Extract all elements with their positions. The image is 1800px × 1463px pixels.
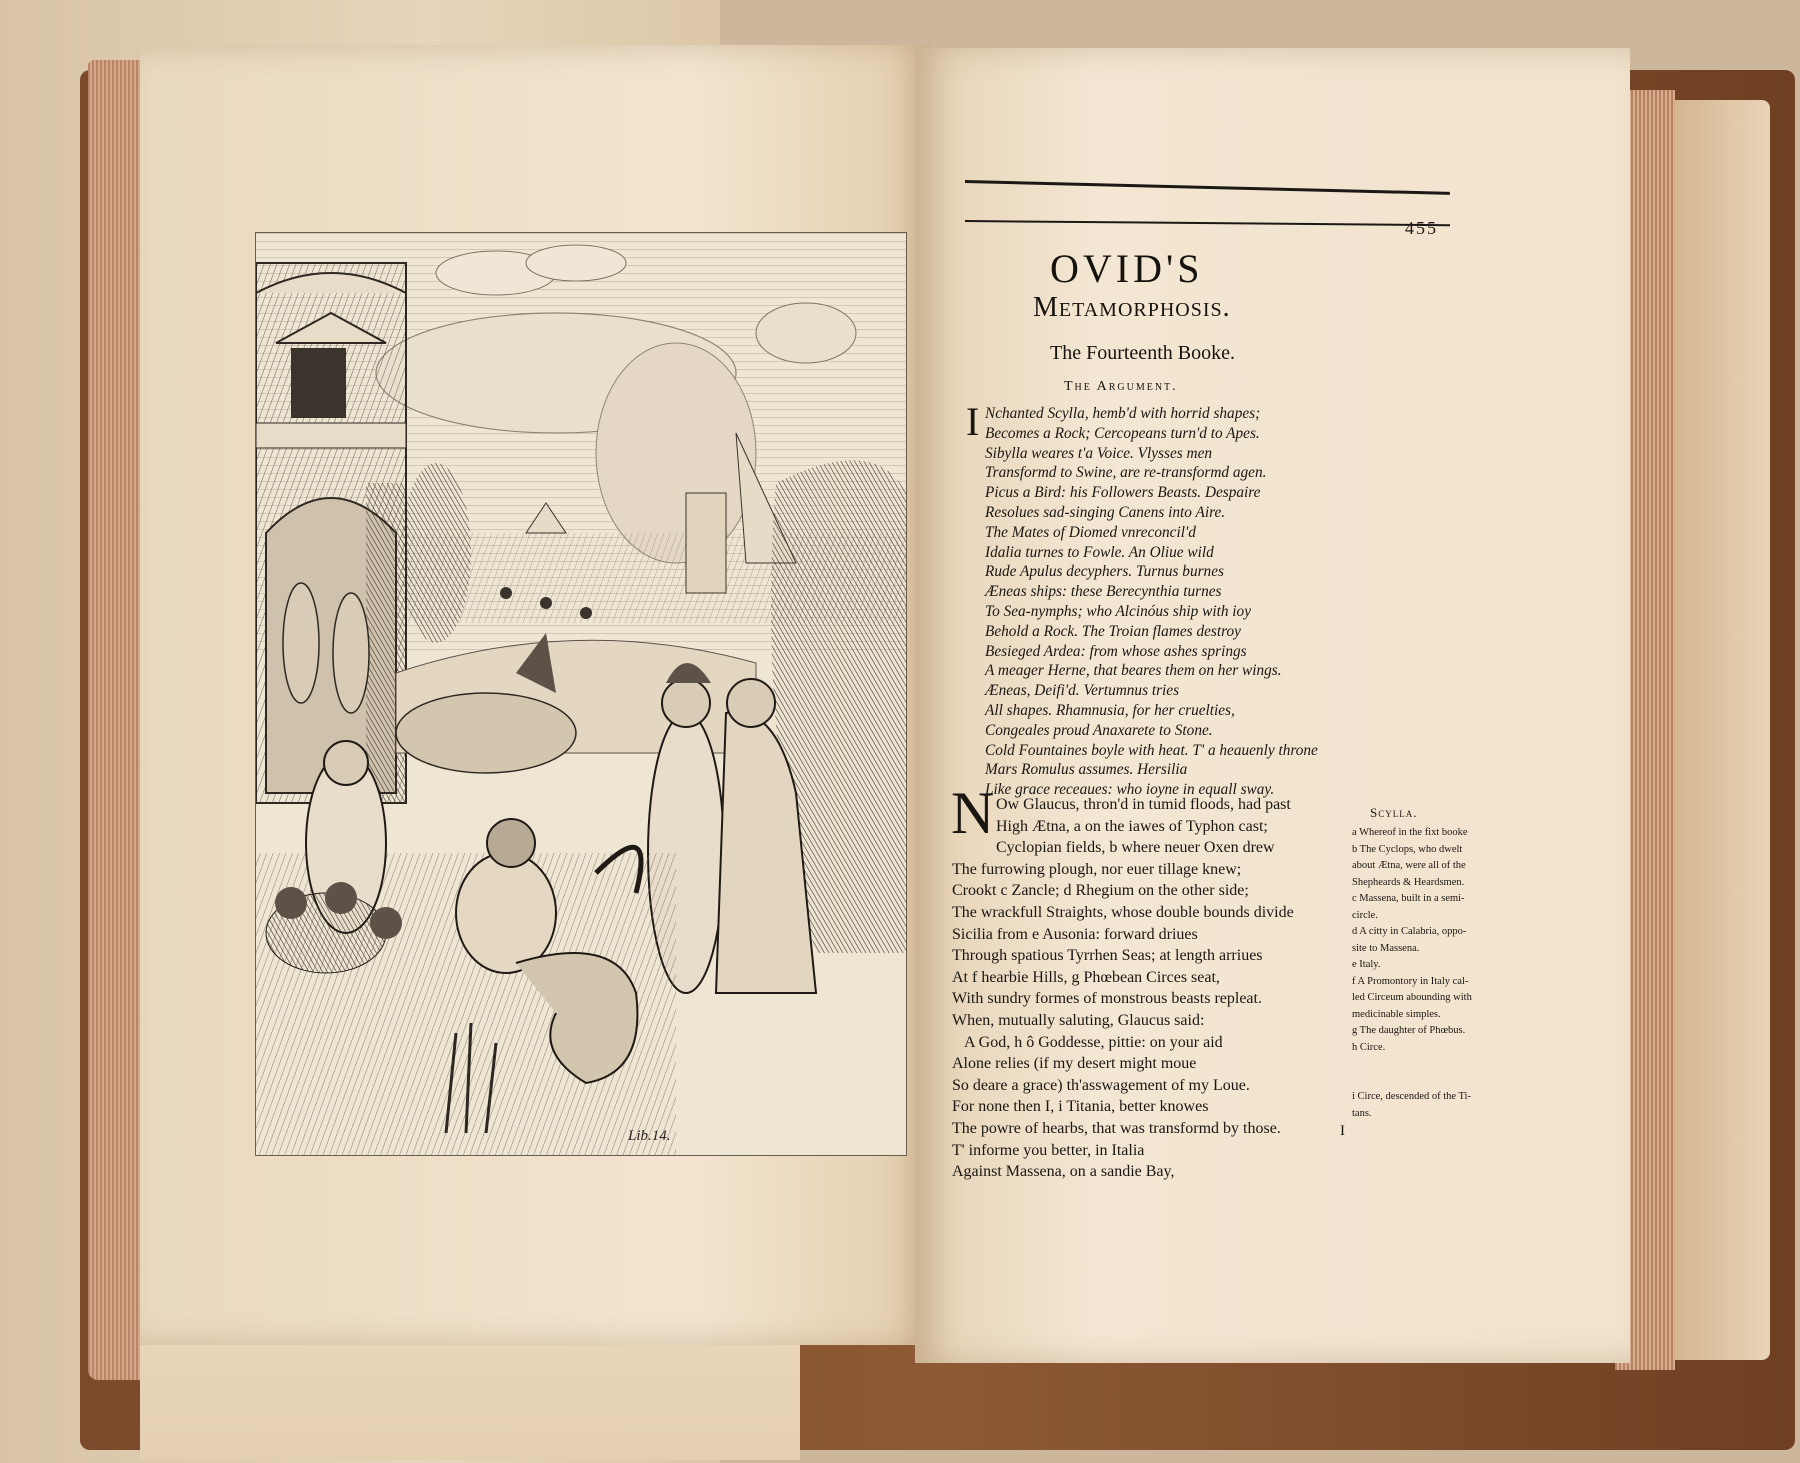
poem-line: At f hearbie Hills, g Phœbean Circes seat, (952, 968, 1220, 986)
marginal-note: tans. (1352, 1107, 1372, 1119)
marginal-note: e Italy. (1352, 959, 1381, 970)
argument-heading: The Argument. (1064, 379, 1178, 394)
marginal-note: circle. (1352, 909, 1378, 921)
argument-line: To Sea-nymphs; who Alcinóus ship with ioy (985, 602, 1251, 620)
book-heading: The Fourteenth Booke. (1050, 342, 1235, 364)
poem-line: For none then I, i Titania, better knowes (952, 1098, 1209, 1116)
argument-line: Æneas, Deifi'd. Vertumnus tries (985, 682, 1180, 700)
argument-line: Nchanted Scylla, hemb'd with horrid shapes; (985, 405, 1261, 422)
poem-verse (952, 794, 1352, 1183)
poem-line: Sicilia from e Ausonia: forward driues (952, 925, 1198, 943)
marginal-note: c Massena, built in a semi- (1352, 893, 1465, 904)
poem-line: So deare a grace) th'asswagement of my Loue. (952, 1076, 1250, 1094)
argument-line: Idalia turnes to Fowle. An Oliue wild (985, 543, 1214, 561)
marginal-note: g The daughter of Phœbus. (1352, 1025, 1466, 1036)
argument-line: Like grace receaues: who ioyne in equall sway. (985, 781, 1275, 799)
engraving-illustration (256, 233, 906, 1155)
marginal-notes (1352, 825, 1502, 1122)
marginal-note-spacer (1352, 1073, 1502, 1090)
marginal-note: about Ætna, were all of the (1352, 860, 1466, 871)
marginal-note: d A citty in Calabria, oppo- (1352, 926, 1467, 937)
argument-line: Rude Apulus decyphers. Turnus burnes (985, 563, 1224, 581)
marginal-note: f A Promontory in Italy cal- (1352, 975, 1469, 987)
book-title: OVID'S (1050, 246, 1204, 291)
engraving-plate (255, 232, 907, 1156)
marginal-note: Shepheards & Heardsmen. (1352, 876, 1465, 888)
marginal-note-spacer (1352, 1056, 1502, 1073)
poem-line: The wrackfull Straights, whose double bounds divide (952, 903, 1294, 921)
poem-line: Through spatious Tyrrhen Seas; at length arriues (952, 947, 1263, 965)
argument-line: A meager Herne, that beares them on her wings. (985, 662, 1282, 680)
page-number: 455 (1405, 218, 1438, 238)
book-subtitle: Metamorphosis. (1033, 292, 1231, 323)
argument-line: The Mates of Diomed vnreconcil'd (985, 523, 1196, 541)
poem-dropcap: N (951, 780, 995, 846)
marginal-notes-heading: Scylla. (1370, 805, 1418, 820)
poem-line: The powre of hearbs, that was transformd by those. (952, 1119, 1281, 1137)
argument-line: Mars Romulus assumes. Hersilia (985, 761, 1188, 779)
marginal-note: i Circe, descended of the Ti- (1352, 1091, 1471, 1102)
poem-line: Cyclopian fields, b where neuer Oxen drew (996, 839, 1275, 857)
argument-line: All shapes. Rhamnusia, for her cruelties, (985, 701, 1235, 719)
argument-line: Congeales proud Anaxarete to Stone. (985, 721, 1213, 739)
argument-dropcap: I (966, 399, 980, 444)
poem-line: Against Massena, on a sandie Bay, (952, 1163, 1175, 1181)
marginal-note: a Whereof in the fixt booke (1352, 827, 1468, 838)
right-flyleaf (1670, 100, 1770, 1360)
plate-caption: Lib.14. (628, 1128, 671, 1144)
argument-line: Transformd to Swine, are re-transformd agen. (985, 464, 1267, 482)
poem-line: With sundry formes of monstrous beasts repleat. (952, 990, 1262, 1008)
poem-line: T' informe you better, in Italia (952, 1141, 1145, 1159)
marginal-note: b The Cyclops, who dwelt (1352, 843, 1463, 855)
marginal-note: h Circe. (1352, 1041, 1386, 1053)
poem-line: The furrowing plough, nor euer tillage knew; (952, 860, 1242, 878)
poem-line: Ow Glaucus, thron'd in tumid floods, had past (996, 796, 1291, 813)
argument-line: Becomes a Rock; Cercopeans turn'd to Apes. (985, 424, 1260, 442)
marginal-note: led Circeum abounding with (1352, 992, 1472, 1003)
argument-line: Picus a Bird: his Followers Beasts. Despaire (985, 484, 1261, 502)
poem-line: A God, h ô Goddesse, pittie: on your aid (964, 1033, 1223, 1051)
poem-line: Crookt c Zancle; d Rhegium on the other side; (952, 882, 1249, 900)
marginal-note: site to Massena. (1352, 942, 1420, 954)
argument-verse (985, 404, 1405, 800)
argument-line: Sibylla weares t'a Voice. Vlysses men (985, 444, 1213, 462)
poem-line: Alone relies (if my desert might moue (952, 1055, 1197, 1073)
marginal-note: medicinable simples. (1352, 1008, 1441, 1020)
argument-line: Resolues sad-singing Canens into Aire. (985, 503, 1226, 521)
poem-line: High Ætna, a on the iawes of Typhon cast; (996, 817, 1268, 835)
signature-mark: I (1340, 1123, 1345, 1139)
argument-line: Æneas ships: these Berecynthia turnes (985, 583, 1222, 601)
argument-line: Behold a Rock. The Troian flames destroy (985, 622, 1241, 640)
argument-line: Besieged Ardea: from whose ashes springs (985, 642, 1247, 660)
poem-line: When, mutually saluting, Glaucus said: (952, 1011, 1205, 1029)
argument-line: Cold Fountaines boyle with heat. T' a heauenly throne (985, 741, 1318, 759)
